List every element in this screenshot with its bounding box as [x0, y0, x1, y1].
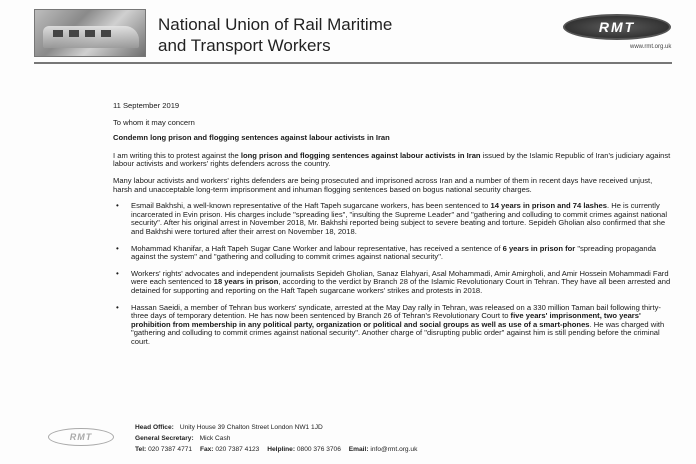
letter-footer — [135, 422, 675, 455]
letter-body — [113, 102, 673, 354]
list-item: • Hassan Saeidi, a member of Tehran bus workers' syndicate, arrested at the May Day rally in Tehran, was released on a 330 million Taman bail following thirty-three days of temporary detention. He has now been sentenced by Branch 26 of Tehran's Revolutionary Court to five years' imprisonment, two years' prohibition from membership in any political party, organization or political and social groups as well as use of a smart-phones. He was charged with "gathering and colluding to commit crimes against national security". Another charge of "disrupting public order" against him is still pending before the criminal court. — [116, 302, 665, 346]
bullet-icon: • — [116, 201, 119, 211]
bullet-icon: • — [116, 302, 119, 312]
header-train-photo — [34, 9, 146, 57]
logo-url: www.rmt.org.uk — [630, 44, 672, 50]
cases-list — [113, 202, 673, 346]
list-item: • Esmail Bakhshi, a well-known representative of the Haft Tapeh sugarcane workers, has been sentenced to 14 years in prison and 74 lashes. He is currently incarcerated in Evin prison. His charges include "spreading lies", "insulting the Supreme Leader" and "gathering and colluding to commit crimes against national security". After his original arrest in November 2018, Mr. Bakhshi reported being subject to severe beating and torture. Sepideh Gholian also confirmed that she and Bakhshi were tortured after their arrest on November 18, 2018. — [116, 201, 668, 236]
bullet-icon: • — [116, 243, 119, 253]
letter-date: 11 September 2019 — [113, 101, 180, 110]
org-name — [158, 14, 392, 56]
context-paragraph: Many labour activists and workers' rights defenders are being prosecuted and imprisoned across Iran and a number of them in recent days have received unjust, harsh and unacceptable long-term imprisonment and inhuman flogging sentences based on bogus national security charges. — [113, 175, 653, 194]
general-secretary-line: General Secretary: Mick Cash — [135, 435, 231, 442]
rmt-logo: RMT — [563, 14, 671, 40]
org-name-line-2: and Transport Workers — [158, 36, 331, 55]
letter-subject: Condemn long prison and flogging sentences against labour activists in Iran — [113, 133, 390, 143]
salutation: To whom it may concern — [113, 117, 195, 127]
org-name-line-1: National Union of Rail Maritime — [158, 15, 393, 34]
header-divider — [34, 62, 672, 64]
list-item: • Workers' rights' advocates and independent journalists Sepideh Gholian, Sanaz Elahyari, Asal Mohammadi, Amir Amirgholi, and Amir Hossein Mohammadi Fard were each sentenced to 18 years in prison, according to the verdict by Branch 28 of the Islamic Revolutionary Court in Tehran. They have all been arrested and detained for supporting and reporting on the Haft Tapeh sugarcane workers' strikes and protests in 2018. — [116, 268, 671, 295]
bullet-icon: • — [116, 268, 119, 278]
list-item: • Mohammad Khanifar, a Haft Tapeh Sugar Cane Worker and labour representative, has received a sentence of 6 years in prison for "spreading propaganda against the system" and "gathering and colluding to commit crimes against national security". — [116, 243, 657, 262]
head-office-line: Head Office: Unity House 39 Chalton Street London NW1 1JD — [135, 424, 323, 431]
intro-paragraph: I am writing this to protest against the long prison and flogging sentences against labour activists in Iran issued by the Islamic Republic of Iran's judiciary against labour activists and workers' rights defenders across the country. — [113, 150, 671, 169]
footer-rmt-logo: RMT — [48, 428, 114, 446]
contact-line: Tel: 020 7387 4771 Fax: 020 7387 4123 Helpline: 0800 376 3706 Email: info@rmt.org.uk — [135, 446, 418, 453]
